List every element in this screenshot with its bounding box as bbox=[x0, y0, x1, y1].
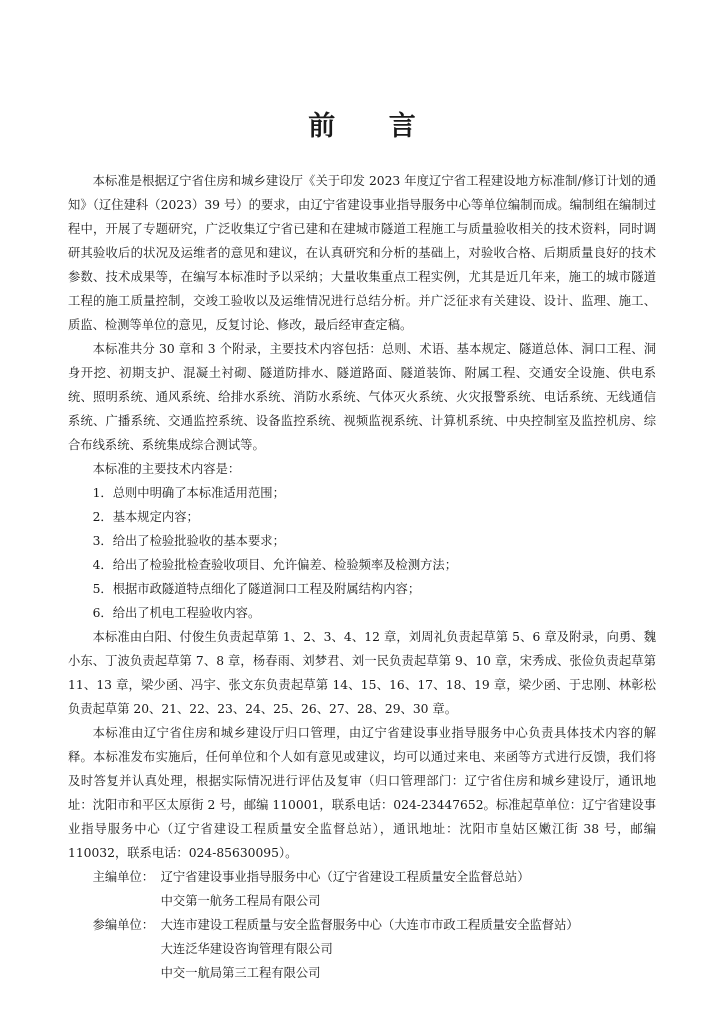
document-body bbox=[68, 169, 656, 985]
intro-paragraph: 本标准是根据辽宁省住房和城乡建设厅《关于印发 2023 年度辽宁省工程建设地方标准制/修订计划的通知》（辽住建科（2023）39 号）的要求，由辽宁省建设事业指导服务中心等单位编制而成。编制组在编制过程中，开展了专题研究，广泛收集辽宁省已建和在建城市隧道工程施工与质量验收相关的技术资料，同时调研其验收后的状况及运维者的意见和建议，在认真研究和分析的基础上，对验收合格、后期质量良好的技术参数、技术成果等，在编写本标准时予以采纳；大量收集重点工程实例，尤其是近几年来，施工的城市隧道工程的施工质量控制，交竣工验收以及运维情况进行总结分析。并广泛征求有关建设、设计、监理、施工、质监、检测等单位的意见，反复讨论、修改，最后经审查定稿。 bbox=[68, 174, 656, 332]
main-content-item-2: 2．基本规定内容； bbox=[92, 510, 199, 524]
participating-units bbox=[68, 913, 656, 985]
chief-units-label: 主编单位： bbox=[92, 870, 155, 884]
main-content-item-3: 3．给出了检验批验收的基本要求； bbox=[92, 534, 285, 548]
contents-paragraph: 本标准共分 30 章和 3 个附录，主要技术内容包括：总则、术语、基本规定、隧道总体、洞口工程、洞身开挖、初期支护、混凝土衬砌、隧道防排水、隧道路面、隧道装饰、附属工程、交通安全设施、供电系统、照明系统、通风系统、给排水系统、消防水系统、气体灭火系统、火灾报警系统、电话系统、无线通信系统、广播系统、交通监控系统、设备监控系统、视频监视系统、计算机系统、中央控制室及监控机房、综合布线系统、系统集成综合测试等。 bbox=[68, 342, 656, 452]
chief-unit-name: 中交第一航务工程局有限公司 bbox=[160, 894, 321, 908]
drafters-paragraph: 本标准由白阳、付俊生负责起草第 1、2、3、4、12 章，刘周礼负责起草第 5、6 章及附录，向勇、魏小东、丁波负责起草第 7、8 章，杨春雨、刘梦君、刘一民负责起草第 9、10 章，宋秀成、张俭负责起草第 11、13 章，梁少函、冯宇、张文东负责起草第 14、15、16、17、18、19 章，梁少函、于忠刚、林彰松负责起草第 20、21、22、23、24、25、26、27、28、29、30 章。 bbox=[68, 630, 656, 716]
main-content-item-6: 6．给出了机电工程验收内容。 bbox=[92, 606, 261, 620]
main-content-intro: 本标准的主要技术内容是： bbox=[92, 462, 241, 476]
chief-units bbox=[68, 865, 656, 913]
main-content-item-1: 1．总则中明确了本标准适用范围； bbox=[92, 486, 285, 500]
participating-unit-name: 大连泛华建设咨询管理有限公司 bbox=[160, 942, 333, 956]
participating-unit-name: 大连市建设工程质量与安全监督服务中心（大连市市政工程质量安全监督站） bbox=[160, 918, 579, 932]
participating-unit-name: 中交一航局第三工程有限公司 bbox=[160, 966, 321, 980]
chief-unit-name: 辽宁省建设事业指导服务中心（辽宁省建设工程质量安全监督总站） bbox=[160, 870, 530, 884]
page-title: 前 言 bbox=[308, 111, 438, 142]
main-content-item-5: 5．根据市政隧道特点细化了隧道洞口工程及附属结构内容； bbox=[92, 582, 421, 596]
management-paragraph: 本标准由辽宁省住房和城乡建设厅归口管理，由辽宁省建设事业指导服务中心负责具体技术内容的解释。本标准发布实施后，任何单位和个人如有意见或建议，均可以通过来电、来函等方式进行反馈，我们将及时答复并认真处理，根据实际情况进行评估及复审（归口管理部门：辽宁省住房和城乡建设厅，通讯地址：沈阳市和平区太原街 2 号，邮编 110001，联系电话：024-23447652。标准起草单位：辽宁省建设事业指导服务中心（辽宁省建设工程质量安全监督总站），通讯地址：沈阳市皇姑区嫩江街 38 号，邮编 110032，联系电话：024-85630095）。 bbox=[68, 726, 656, 860]
main-content-item-4: 4．给出了检验批检查验收项目、允许偏差、检验频率及检测方法； bbox=[92, 558, 458, 572]
participating-units-label: 参编单位： bbox=[92, 918, 155, 932]
